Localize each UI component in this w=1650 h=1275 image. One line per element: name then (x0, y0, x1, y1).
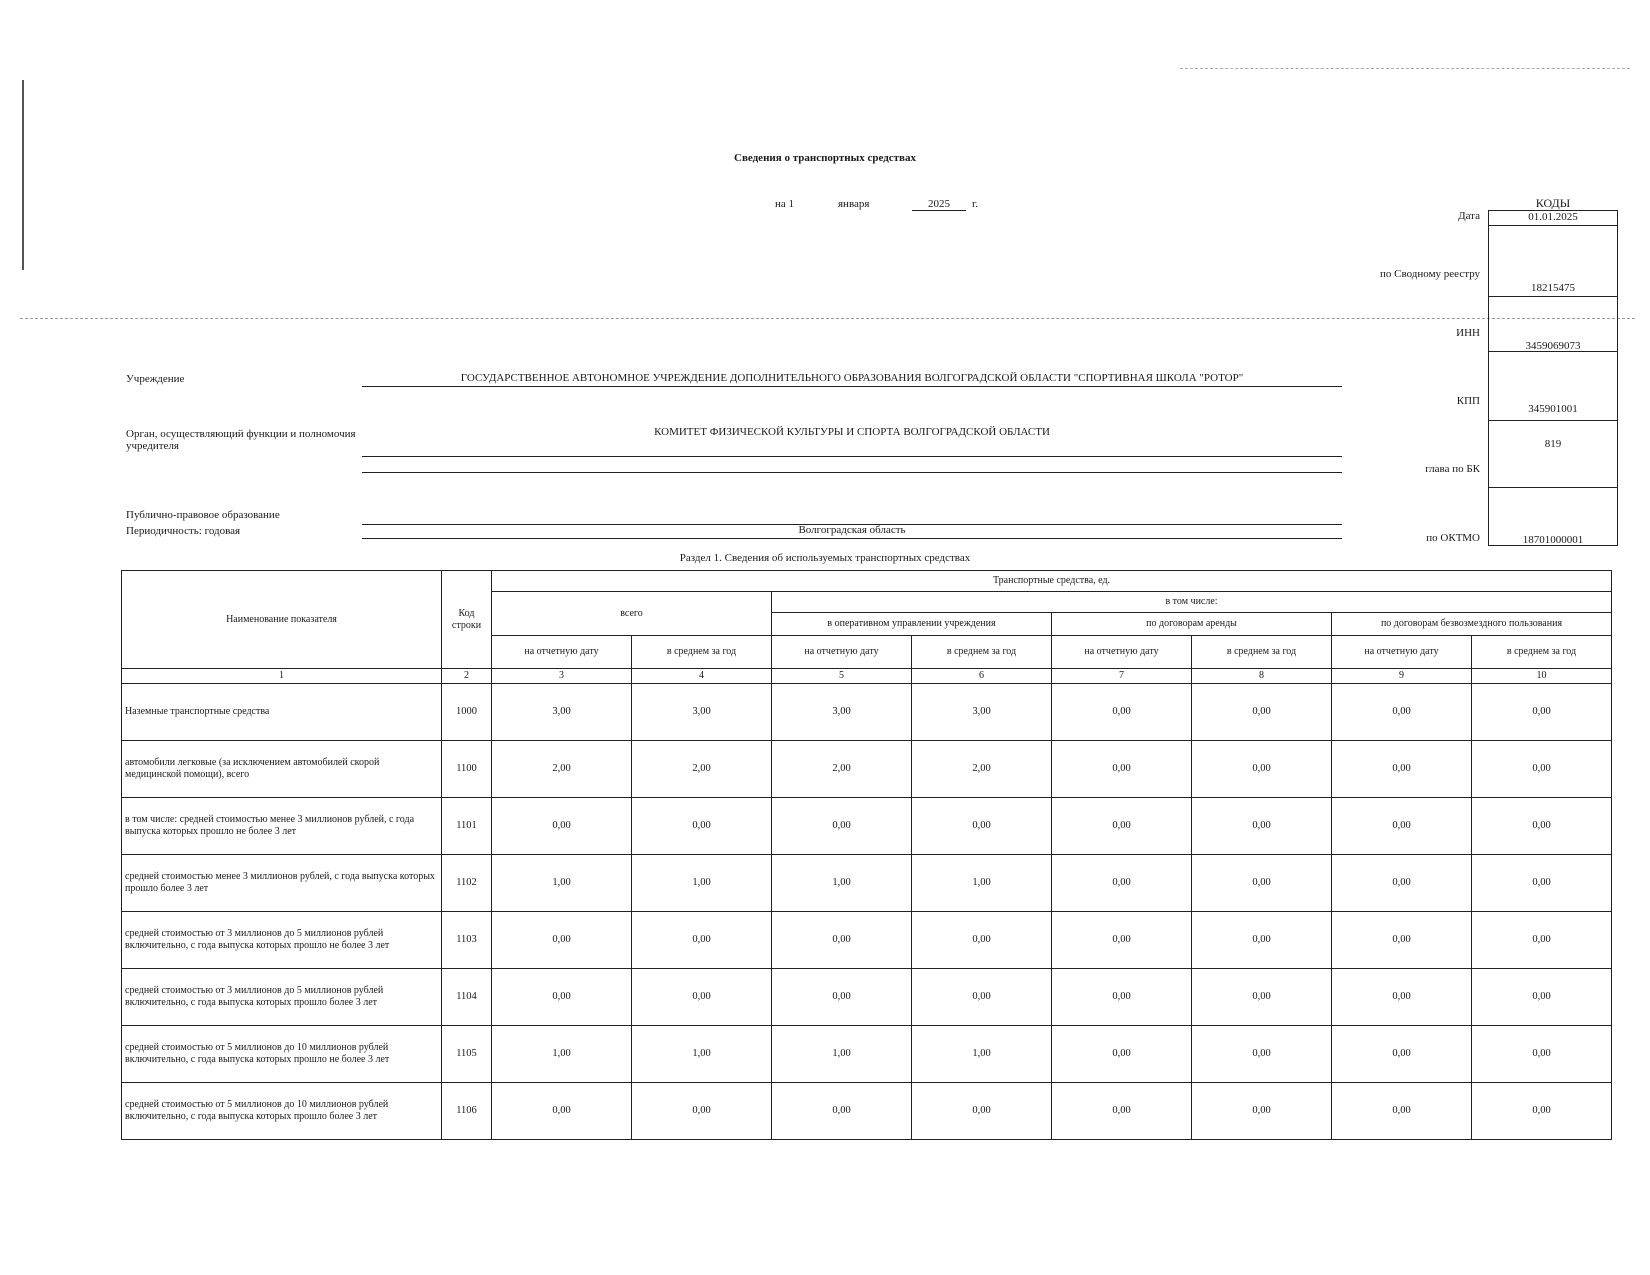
table-row (122, 912, 1612, 969)
document-title: Сведения о транспортных средствах (734, 152, 916, 164)
row-value: 1,00 (632, 1026, 772, 1083)
table-row (122, 684, 1612, 741)
row-value: 0,00 (912, 1083, 1052, 1140)
row-value: 0,00 (1472, 798, 1612, 855)
header-free-use: по договорам безвозмездного пользования (1332, 613, 1612, 636)
founder-field (362, 424, 1342, 457)
row-name: средней стоимостью от 5 миллионов до 10 миллионов рублей включительно, с года выпуска которых прошло не более 3 лет (122, 1026, 442, 1083)
municipal-field (362, 524, 1342, 539)
code-kpp: 345901001 (1489, 352, 1617, 421)
label-oktmo: по ОКТМО (1426, 532, 1480, 544)
row-value: 0,00 (632, 1083, 772, 1140)
row-value: 0,00 (492, 1083, 632, 1140)
row-value: 0,00 (632, 969, 772, 1026)
municipal-value: Волгоградская область (798, 524, 906, 536)
row-name: автомобили легковые (за исключением автомобилей скорой медицинской помощи), всего (122, 741, 442, 798)
institution-value: ГОСУДАРСТВЕННОЕ АВТОНОМНОЕ УЧРЕЖДЕНИЕ ДОПОЛНИТЕЛЬНОГО ОБРАЗОВАНИЯ ВОЛГОГРАДСКОЙ ОБЛАСТИ "СПОРТИВНАЯ ШКОЛА "РОТОР" (460, 372, 1244, 384)
code-registry: 18215475 (1489, 226, 1617, 297)
row-name: в том числе: средней стоимостью менее 3 миллионов рублей, с года выпуска которых прошло не более 3 лет (122, 798, 442, 855)
row-value: 0,00 (912, 798, 1052, 855)
header-lease-avg: в среднем за год (1192, 636, 1332, 669)
column-number: 2 (442, 669, 492, 684)
column-number: 9 (1332, 669, 1472, 684)
section-title: Раздел 1. Сведения об используемых транспортных средствах (679, 552, 971, 564)
header-free-avg: в среднем за год (1472, 636, 1612, 669)
row-value: 0,00 (1192, 1026, 1332, 1083)
row-code: 1104 (442, 969, 492, 1026)
row-value: 0,00 (632, 798, 772, 855)
label-date: Дата (1458, 210, 1480, 222)
row-value: 0,00 (492, 912, 632, 969)
table-row (122, 969, 1612, 1026)
row-value: 0,00 (1052, 798, 1192, 855)
row-value: 0,00 (1192, 741, 1332, 798)
codes-header: КОДЫ (1535, 196, 1571, 210)
row-value: 0,00 (1332, 798, 1472, 855)
row-value: 0,00 (772, 1083, 912, 1140)
table-row (122, 1026, 1612, 1083)
label-bk: глава по БК (1425, 463, 1480, 475)
row-code: 1103 (442, 912, 492, 969)
header-operational: в оперативном управлении учреждения (772, 613, 1052, 636)
row-value: 0,00 (1192, 1083, 1332, 1140)
row-value: 0,00 (1052, 912, 1192, 969)
row-value: 0,00 (1192, 912, 1332, 969)
row-value: 0,00 (1332, 684, 1472, 741)
row-value: 2,00 (772, 741, 912, 798)
row-value: 1,00 (912, 1026, 1052, 1083)
row-value: 3,00 (772, 684, 912, 741)
column-number-row (122, 669, 1612, 684)
row-value: 0,00 (1472, 912, 1612, 969)
row-code: 1105 (442, 1026, 492, 1083)
row-value: 0,00 (912, 912, 1052, 969)
row-value: 0,00 (1332, 969, 1472, 1026)
row-value: 0,00 (1472, 1026, 1612, 1083)
header-total: всего (492, 592, 772, 636)
row-value: 0,00 (1332, 912, 1472, 969)
vehicles-table (121, 570, 1612, 1140)
label-kpp: КПП (1456, 395, 1480, 407)
header-free-report: на отчетную дату (1332, 636, 1472, 669)
column-number: 7 (1052, 669, 1192, 684)
column-number: 1 (122, 669, 442, 684)
column-number: 10 (1472, 669, 1612, 684)
row-value: 0,00 (1052, 1026, 1192, 1083)
row-name: средней стоимостью от 3 миллионов до 5 миллионов рублей включительно, с года выпуска которых прошло более 3 лет (122, 969, 442, 1026)
scan-edge-mark (22, 80, 24, 270)
row-value: 0,00 (1472, 741, 1612, 798)
code-oktmo: 18701000001 (1522, 534, 1584, 546)
column-number: 5 (772, 669, 912, 684)
row-value: 2,00 (492, 741, 632, 798)
row-value: 0,00 (772, 912, 912, 969)
row-value: 0,00 (1472, 969, 1612, 1026)
row-value: 0,00 (1332, 855, 1472, 912)
row-value: 1,00 (632, 855, 772, 912)
row-value: 1,00 (772, 1026, 912, 1083)
row-value: 2,00 (912, 741, 1052, 798)
founder-underline (362, 472, 1342, 473)
row-value: 0,00 (772, 969, 912, 1026)
code-bk: 819 (1489, 421, 1617, 488)
header-vehicles: Транспортные средства, ед. (492, 571, 1612, 592)
row-value: 0,00 (772, 798, 912, 855)
row-value: 0,00 (1192, 969, 1332, 1026)
column-number: 4 (632, 669, 772, 684)
scan-artifact-top (1180, 68, 1630, 69)
header-name: Наименование показателя (122, 571, 442, 669)
date-year: 2025 (912, 198, 966, 211)
row-value: 0,00 (1332, 1083, 1472, 1140)
row-code: 1101 (442, 798, 492, 855)
header-code: Код строки (442, 571, 492, 669)
code-date: 01.01.2025 (1489, 211, 1617, 226)
row-name: средней стоимостью от 3 миллионов до 5 миллионов рублей включительно, с года выпуска которых прошло не более 3 лет (122, 912, 442, 969)
header-lease-report: на отчетную дату (1052, 636, 1192, 669)
row-value: 1,00 (772, 855, 912, 912)
row-code: 1000 (442, 684, 492, 741)
row-name: Наземные транспортные средства (122, 684, 442, 741)
table-row (122, 1083, 1612, 1140)
row-code: 1102 (442, 855, 492, 912)
header-oper-avg: в среднем за год (912, 636, 1052, 669)
row-name: средней стоимостью менее 3 миллионов рублей, с года выпуска которых прошло более 3 лет (122, 855, 442, 912)
row-value: 2,00 (632, 741, 772, 798)
label-registry: по Сводному реестру (1380, 268, 1480, 280)
row-value: 0,00 (1052, 1083, 1192, 1140)
row-value: 0,00 (1332, 1026, 1472, 1083)
founder-label: Орган, осуществляющий функции и полномочия учредителя (126, 428, 356, 452)
header-including: в том числе: (772, 592, 1612, 613)
municipal-label: Публично-правовое образование (126, 509, 280, 521)
row-value: 0,00 (1472, 684, 1612, 741)
header-oper-report: на отчетную дату (772, 636, 912, 669)
row-value: 0,00 (1052, 684, 1192, 741)
row-value: 0,00 (492, 798, 632, 855)
table-row (122, 798, 1612, 855)
founder-value: КОМИТЕТ ФИЗИЧЕСКОЙ КУЛЬТУРЫ И СПОРТА ВОЛГОГРАДСКОЙ ОБЛАСТИ (654, 426, 1050, 438)
codes-box (1488, 210, 1618, 546)
row-code: 1106 (442, 1083, 492, 1140)
date-prefix: на 1 (775, 198, 795, 210)
row-value: 3,00 (492, 684, 632, 741)
period-label: Периодичность: годовая (126, 525, 241, 537)
date-suffix: г. (972, 198, 979, 210)
row-value: 0,00 (1332, 741, 1472, 798)
column-number: 6 (912, 669, 1052, 684)
row-value: 0,00 (1192, 798, 1332, 855)
date-month: января (838, 198, 870, 210)
row-code: 1100 (442, 741, 492, 798)
header-total-report: на отчетную дату (492, 636, 632, 669)
row-value: 0,00 (1192, 684, 1332, 741)
column-number: 3 (492, 669, 632, 684)
institution-label: Учреждение (126, 373, 185, 385)
row-value: 3,00 (632, 684, 772, 741)
row-value: 0,00 (1472, 1083, 1612, 1140)
row-value: 0,00 (1472, 855, 1612, 912)
code-inn: 3459069073 (1489, 311, 1617, 352)
row-name: средней стоимостью от 5 миллионов до 10 миллионов рублей включительно, с года выпуска которых прошло более 3 лет (122, 1083, 442, 1140)
header-lease: по договорам аренды (1052, 613, 1332, 636)
row-value: 0,00 (912, 969, 1052, 1026)
row-value: 0,00 (1052, 855, 1192, 912)
row-value: 0,00 (1052, 969, 1192, 1026)
row-value: 0,00 (1052, 741, 1192, 798)
label-inn: ИНН (1456, 327, 1480, 339)
table-row (122, 741, 1612, 798)
row-value: 3,00 (912, 684, 1052, 741)
row-value: 1,00 (492, 855, 632, 912)
row-value: 0,00 (1192, 855, 1332, 912)
row-value: 0,00 (632, 912, 772, 969)
header-total-avg: в среднем за год (632, 636, 772, 669)
scan-artifact-line (20, 318, 1635, 319)
column-number: 8 (1192, 669, 1332, 684)
row-value: 1,00 (492, 1026, 632, 1083)
institution-field (362, 372, 1342, 387)
row-value: 1,00 (912, 855, 1052, 912)
row-value: 0,00 (492, 969, 632, 1026)
table-row (122, 855, 1612, 912)
